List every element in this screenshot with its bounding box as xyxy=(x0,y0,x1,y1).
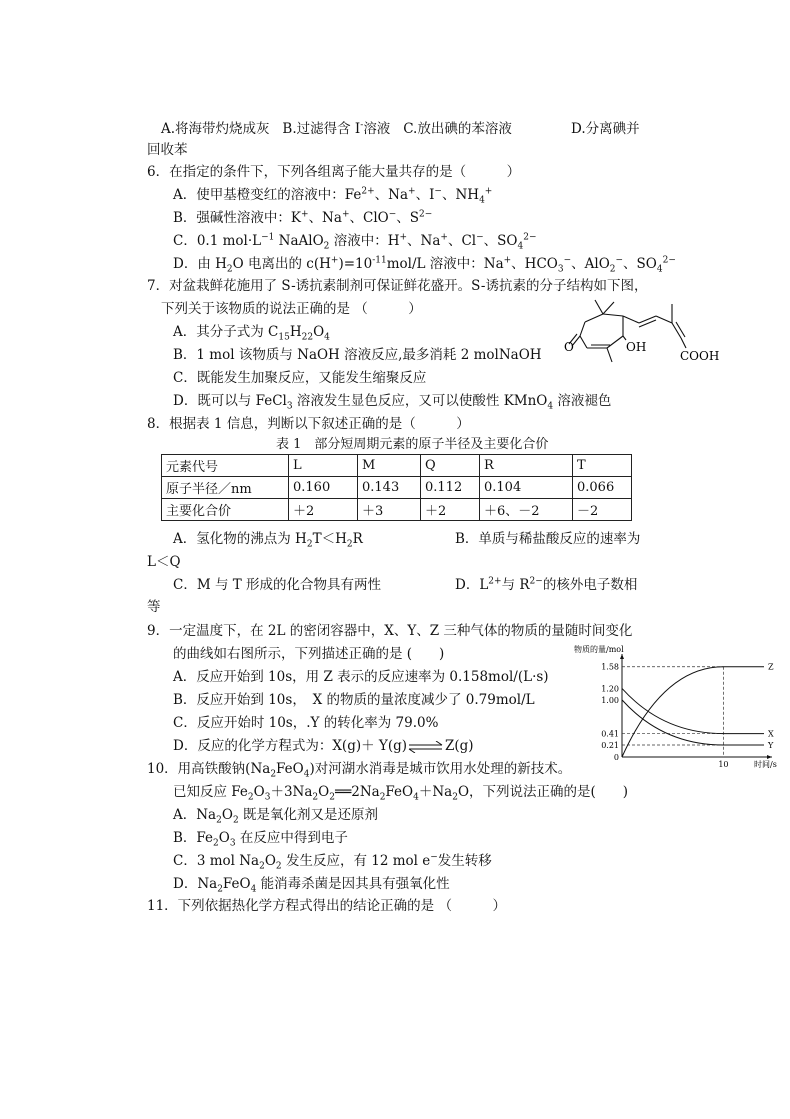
q5-option-b: B.过滤得含 I-溶液 xyxy=(282,120,391,137)
table-cell: 0.104 xyxy=(480,477,573,499)
q9-stem: 9．一定温度下，在 2L 的密闭容器中，X、Y、Z 三种气体的物质的量随时间变化 xyxy=(147,623,633,639)
q5-option-c: C.放出碘的苯溶液 xyxy=(403,121,512,137)
q9-stem-cont: 的曲线如右图所示，下列描述正确的是 ( ) xyxy=(173,646,445,662)
table-row xyxy=(162,477,632,499)
series-label-x: X xyxy=(768,729,774,739)
q7-option-a: A．其分子式为 $C_{15}H_{22}O_4$ xyxy=(173,324,330,343)
table-cell: －2 xyxy=(573,499,632,521)
structure-label-oh: OH xyxy=(626,340,647,354)
element-table xyxy=(161,454,632,521)
s-abscisic-acid-structure xyxy=(562,278,732,368)
q8-option-c: C．M 与 T 形成的化合物具有两性 xyxy=(173,577,382,593)
q5-option-d-cont: 回收苯 xyxy=(147,142,188,158)
q5-options-line xyxy=(161,120,640,138)
q8-option-b-cont: L＜Q xyxy=(147,554,181,570)
q9-option-c: C．反应开始时 10s，.Y 的转化率为 79.0% xyxy=(173,715,439,731)
q8-option-d: D．$L^{2+}$与 $R^{2-}$的核外电子数相 xyxy=(455,576,638,593)
structure-label-o: O xyxy=(564,340,574,354)
y-tick-label: 0.41 xyxy=(601,729,619,739)
q7-option-d: D．既可以与 FeCl$_3$ 溶液发生显色反应，又可以使酸性 KMnO$_4$ 溶液褪色 xyxy=(173,393,612,412)
q7-option-b: B．1 mol 该物质与 NaOH 溶液反应,最多消耗 2 molNaOH xyxy=(173,347,542,363)
q5-option-a: A.将海带灼烧成灰 xyxy=(161,121,270,137)
table-cell: ＋3 xyxy=(358,499,421,521)
q6-option-c: C．0.1 $mol\cdot L^{-1}$ NaAlO$_2$ 溶液中：H+、Na+、Cl−、$SO_4^{2-}$ xyxy=(173,232,537,252)
y-tick-label: 1.20 xyxy=(601,684,619,694)
table-cell: L xyxy=(289,455,358,477)
q9-option-d: D．反应的化学方程式为：X(g)＋ Y(g) Z(g) xyxy=(173,738,474,754)
y-tick-label: 0.21 xyxy=(601,741,619,750)
series-line-z xyxy=(622,667,764,757)
q10-stem: 10．用高铁酸钠$(Na_2FeO_4)$对河湖水消毒是城市饮用水处理的新技术。 xyxy=(147,761,572,780)
y-tick-label: 0 xyxy=(613,753,619,762)
table-cell: R xyxy=(480,455,573,477)
q6-option-a: A．使甲基橙变红的溶液中：$Fe^{2+}$、Na+、I−、$NH_4^+$ xyxy=(173,186,493,206)
table-cell: 0.160 xyxy=(289,477,358,499)
structure-label-cooh: COOH xyxy=(680,349,720,363)
table-cell: M xyxy=(358,455,421,477)
y-axis-arrow-icon xyxy=(620,654,624,659)
q6-option-d: D．由 $H_2O$ 电离出的 $c(H^+)=10^{-11}mol/L$ 溶液中：Na+、$HCO_3^-$、AlO$_2$−、$SO_4^{2-}$ xyxy=(173,255,676,275)
q10-option-b: B．$Fe_2O_3$ 在反应中得到电子 xyxy=(173,830,348,849)
table-cell: 原子半径／nm xyxy=(162,477,289,499)
equilibrium-arrow-icon xyxy=(408,741,444,753)
q10-option-a: A．$Na_2O_2$ 既是氧化剂又是还原剂 xyxy=(173,807,378,826)
q10-option-d: D．$Na_2FeO_4$ 能消毒杀菌是因其具有强氧化性 xyxy=(173,876,450,895)
q6-option-b: B．强碱性溶液中：K+、Na+、ClO−、$S^{2-}$ xyxy=(173,209,433,226)
table-header-row xyxy=(162,455,632,477)
q9-option-b: B．反应开始到 10s， X 的物质的量浓度减少了 0.79mol/L xyxy=(173,692,535,708)
q11-stem: 11．下列依据热化学方程式得出的结论正确的是 （ ） xyxy=(147,898,506,914)
table-cell: 0.066 xyxy=(573,477,632,499)
x-axis-arrow-icon xyxy=(767,755,772,759)
chart-ylabel: 物质的量/mol xyxy=(574,645,624,654)
y-tick-label: 1.58 xyxy=(601,662,619,672)
q8-stem: 8．根据表 1 信息，判断以下叙述正确的是（ ） xyxy=(147,416,470,432)
q8-option-d-cont: 等 xyxy=(147,599,161,615)
q8-option-b: B．单质与稀盐酸反应的速率为 xyxy=(455,531,641,547)
q9-option-a: A．反应开始到 10s，用 Z 表示的反应速率为 0.158mol/(L·s) xyxy=(173,669,549,685)
q6-stem: 6．在指定的条件下，下列各组离子能大量共存的是（ ） xyxy=(147,164,521,180)
series-line-x xyxy=(622,688,764,733)
table-cell: 主要化合价 xyxy=(162,499,289,521)
series-label-z: Z xyxy=(768,662,774,672)
q5-option-d: D.分离碘并 xyxy=(571,121,640,137)
q7-option-c: C．既能发生加聚反应，又能发生缩聚反应 xyxy=(173,370,427,386)
q9-chart xyxy=(574,642,784,772)
x-tick-label: 10 xyxy=(718,760,729,769)
q8-option-a: A．氢化物的沸点为 $H_2T<H_2R$ xyxy=(173,531,363,550)
q7-stem-cont: 下列关于该物质的说法正确的是 （ ） xyxy=(161,301,422,317)
y-tick-label: 1.00 xyxy=(601,695,619,705)
series-label-y: Y xyxy=(768,741,774,750)
q10-stem-cont: 已知反应 $Fe_2O_3+3Na_2O_2══2Na_2FeO_4+Na_2O$，下列说法正确的是( ) xyxy=(173,784,629,803)
table-cell: ＋2 xyxy=(289,499,358,521)
table-cell: ＋6、－2 xyxy=(480,499,573,521)
q7-stem: 7．对盆栽鲜花施用了 S-诱抗素制剂可保证鲜花盛开。S-诱抗素的分子结构如下图， xyxy=(147,278,648,294)
table-cell: 元素代号 xyxy=(162,455,289,477)
q10-option-c: C．3 mol $Na_2O_2$ 发生反应，有 12 mol e−发生转移 xyxy=(173,852,492,872)
chart-xlabel: 时间/s xyxy=(754,760,777,769)
series-line-y xyxy=(622,700,764,745)
table-cell: 0.112 xyxy=(421,477,480,499)
table-cell: Q xyxy=(421,455,480,477)
table-cell: ＋2 xyxy=(421,499,480,521)
table-cell: 0.143 xyxy=(358,477,421,499)
table-row xyxy=(162,499,632,521)
q8-table-title: 表 1 部分短周期元素的原子半径及主要化合价 xyxy=(276,437,549,452)
table-cell: T xyxy=(573,455,632,477)
